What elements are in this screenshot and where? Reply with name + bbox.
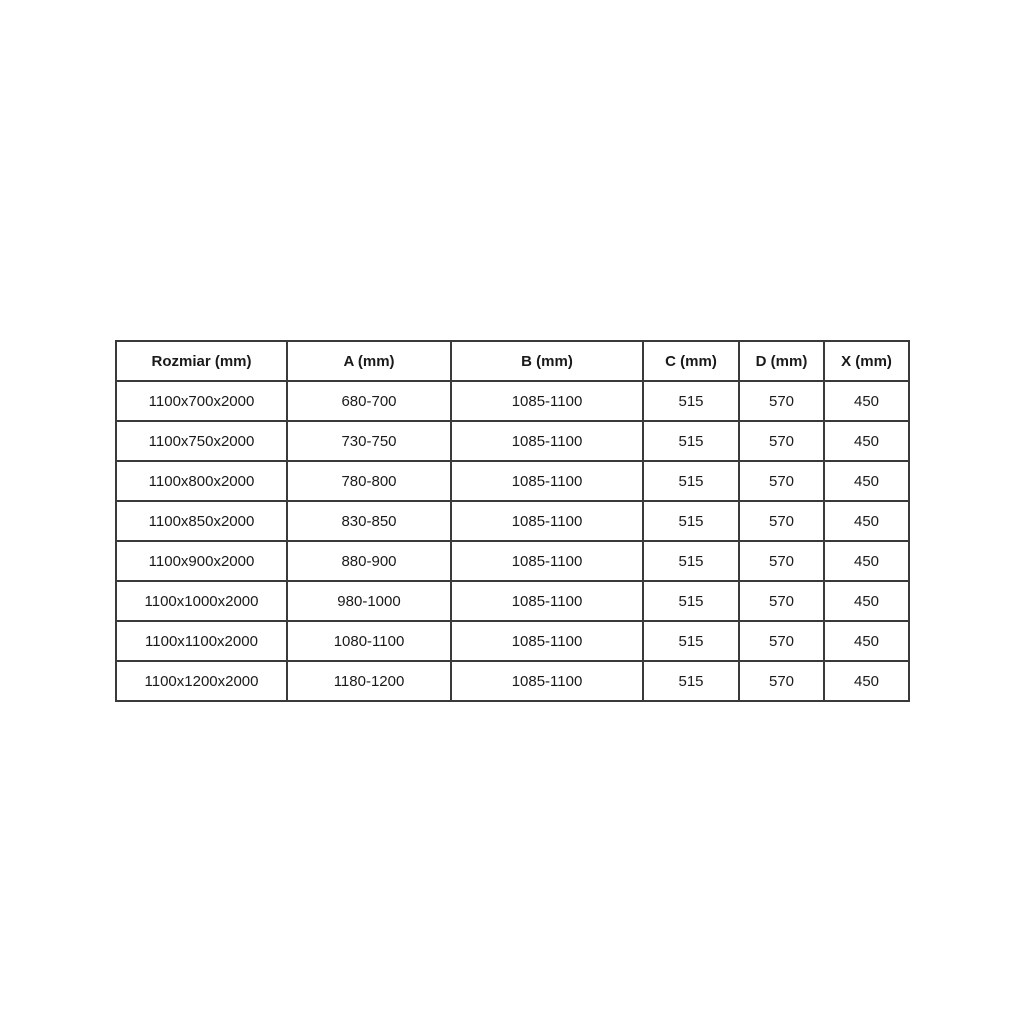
table-cell: 1100x1200x2000 [116, 661, 287, 701]
table-cell: 450 [824, 541, 909, 581]
table-cell: 515 [643, 581, 739, 621]
table-row [116, 661, 909, 701]
table-row [116, 581, 909, 621]
table-cell: 570 [739, 581, 824, 621]
table-cell: 1100x800x2000 [116, 461, 287, 501]
table-cell: 570 [739, 661, 824, 701]
table-cell: 980-1000 [287, 581, 451, 621]
table-cell: 570 [739, 381, 824, 421]
table-cell: 515 [643, 621, 739, 661]
table-cell: 1100x700x2000 [116, 381, 287, 421]
table-cell: 780-800 [287, 461, 451, 501]
table-cell: 450 [824, 621, 909, 661]
header-cell: B (mm) [451, 341, 643, 381]
table-cell: 1100x1100x2000 [116, 621, 287, 661]
table-cell: 515 [643, 501, 739, 541]
table-row [116, 541, 909, 581]
spec-table-body [116, 381, 909, 701]
table-cell: 1100x850x2000 [116, 501, 287, 541]
table-cell: 1085-1100 [451, 621, 643, 661]
table-cell: 1085-1100 [451, 421, 643, 461]
table-cell: 1100x1000x2000 [116, 581, 287, 621]
table-row [116, 461, 909, 501]
table-cell: 450 [824, 501, 909, 541]
table-cell: 830-850 [287, 501, 451, 541]
table-cell: 1085-1100 [451, 461, 643, 501]
table-row [116, 621, 909, 661]
table-cell: 1080-1100 [287, 621, 451, 661]
header-cell: D (mm) [739, 341, 824, 381]
table-cell: 515 [643, 381, 739, 421]
table-cell: 1100x750x2000 [116, 421, 287, 461]
table-cell: 515 [643, 461, 739, 501]
table-row [116, 501, 909, 541]
table-cell: 450 [824, 661, 909, 701]
spec-table-header [116, 341, 909, 381]
header-row [116, 341, 909, 381]
table-cell: 515 [643, 421, 739, 461]
table-cell: 1085-1100 [451, 661, 643, 701]
table-cell: 450 [824, 421, 909, 461]
table-cell: 570 [739, 501, 824, 541]
table-cell: 570 [739, 421, 824, 461]
table-cell: 570 [739, 461, 824, 501]
table-cell: 730-750 [287, 421, 451, 461]
table-cell: 1085-1100 [451, 501, 643, 541]
table-cell: 1085-1100 [451, 581, 643, 621]
table-cell: 450 [824, 461, 909, 501]
table-row [116, 381, 909, 421]
table-cell: 570 [739, 621, 824, 661]
table-row [116, 421, 909, 461]
table-cell: 515 [643, 661, 739, 701]
header-cell: X (mm) [824, 341, 909, 381]
table-cell: 1085-1100 [451, 541, 643, 581]
table-cell: 880-900 [287, 541, 451, 581]
table-cell: 515 [643, 541, 739, 581]
table-cell: 1100x900x2000 [116, 541, 287, 581]
table-cell: 680-700 [287, 381, 451, 421]
table-cell: 450 [824, 381, 909, 421]
header-cell: Rozmiar (mm) [116, 341, 287, 381]
table-cell: 1180-1200 [287, 661, 451, 701]
spec-table [115, 340, 910, 702]
header-cell: C (mm) [643, 341, 739, 381]
table-cell: 450 [824, 581, 909, 621]
header-cell: A (mm) [287, 341, 451, 381]
table-cell: 1085-1100 [451, 381, 643, 421]
table-cell: 570 [739, 541, 824, 581]
